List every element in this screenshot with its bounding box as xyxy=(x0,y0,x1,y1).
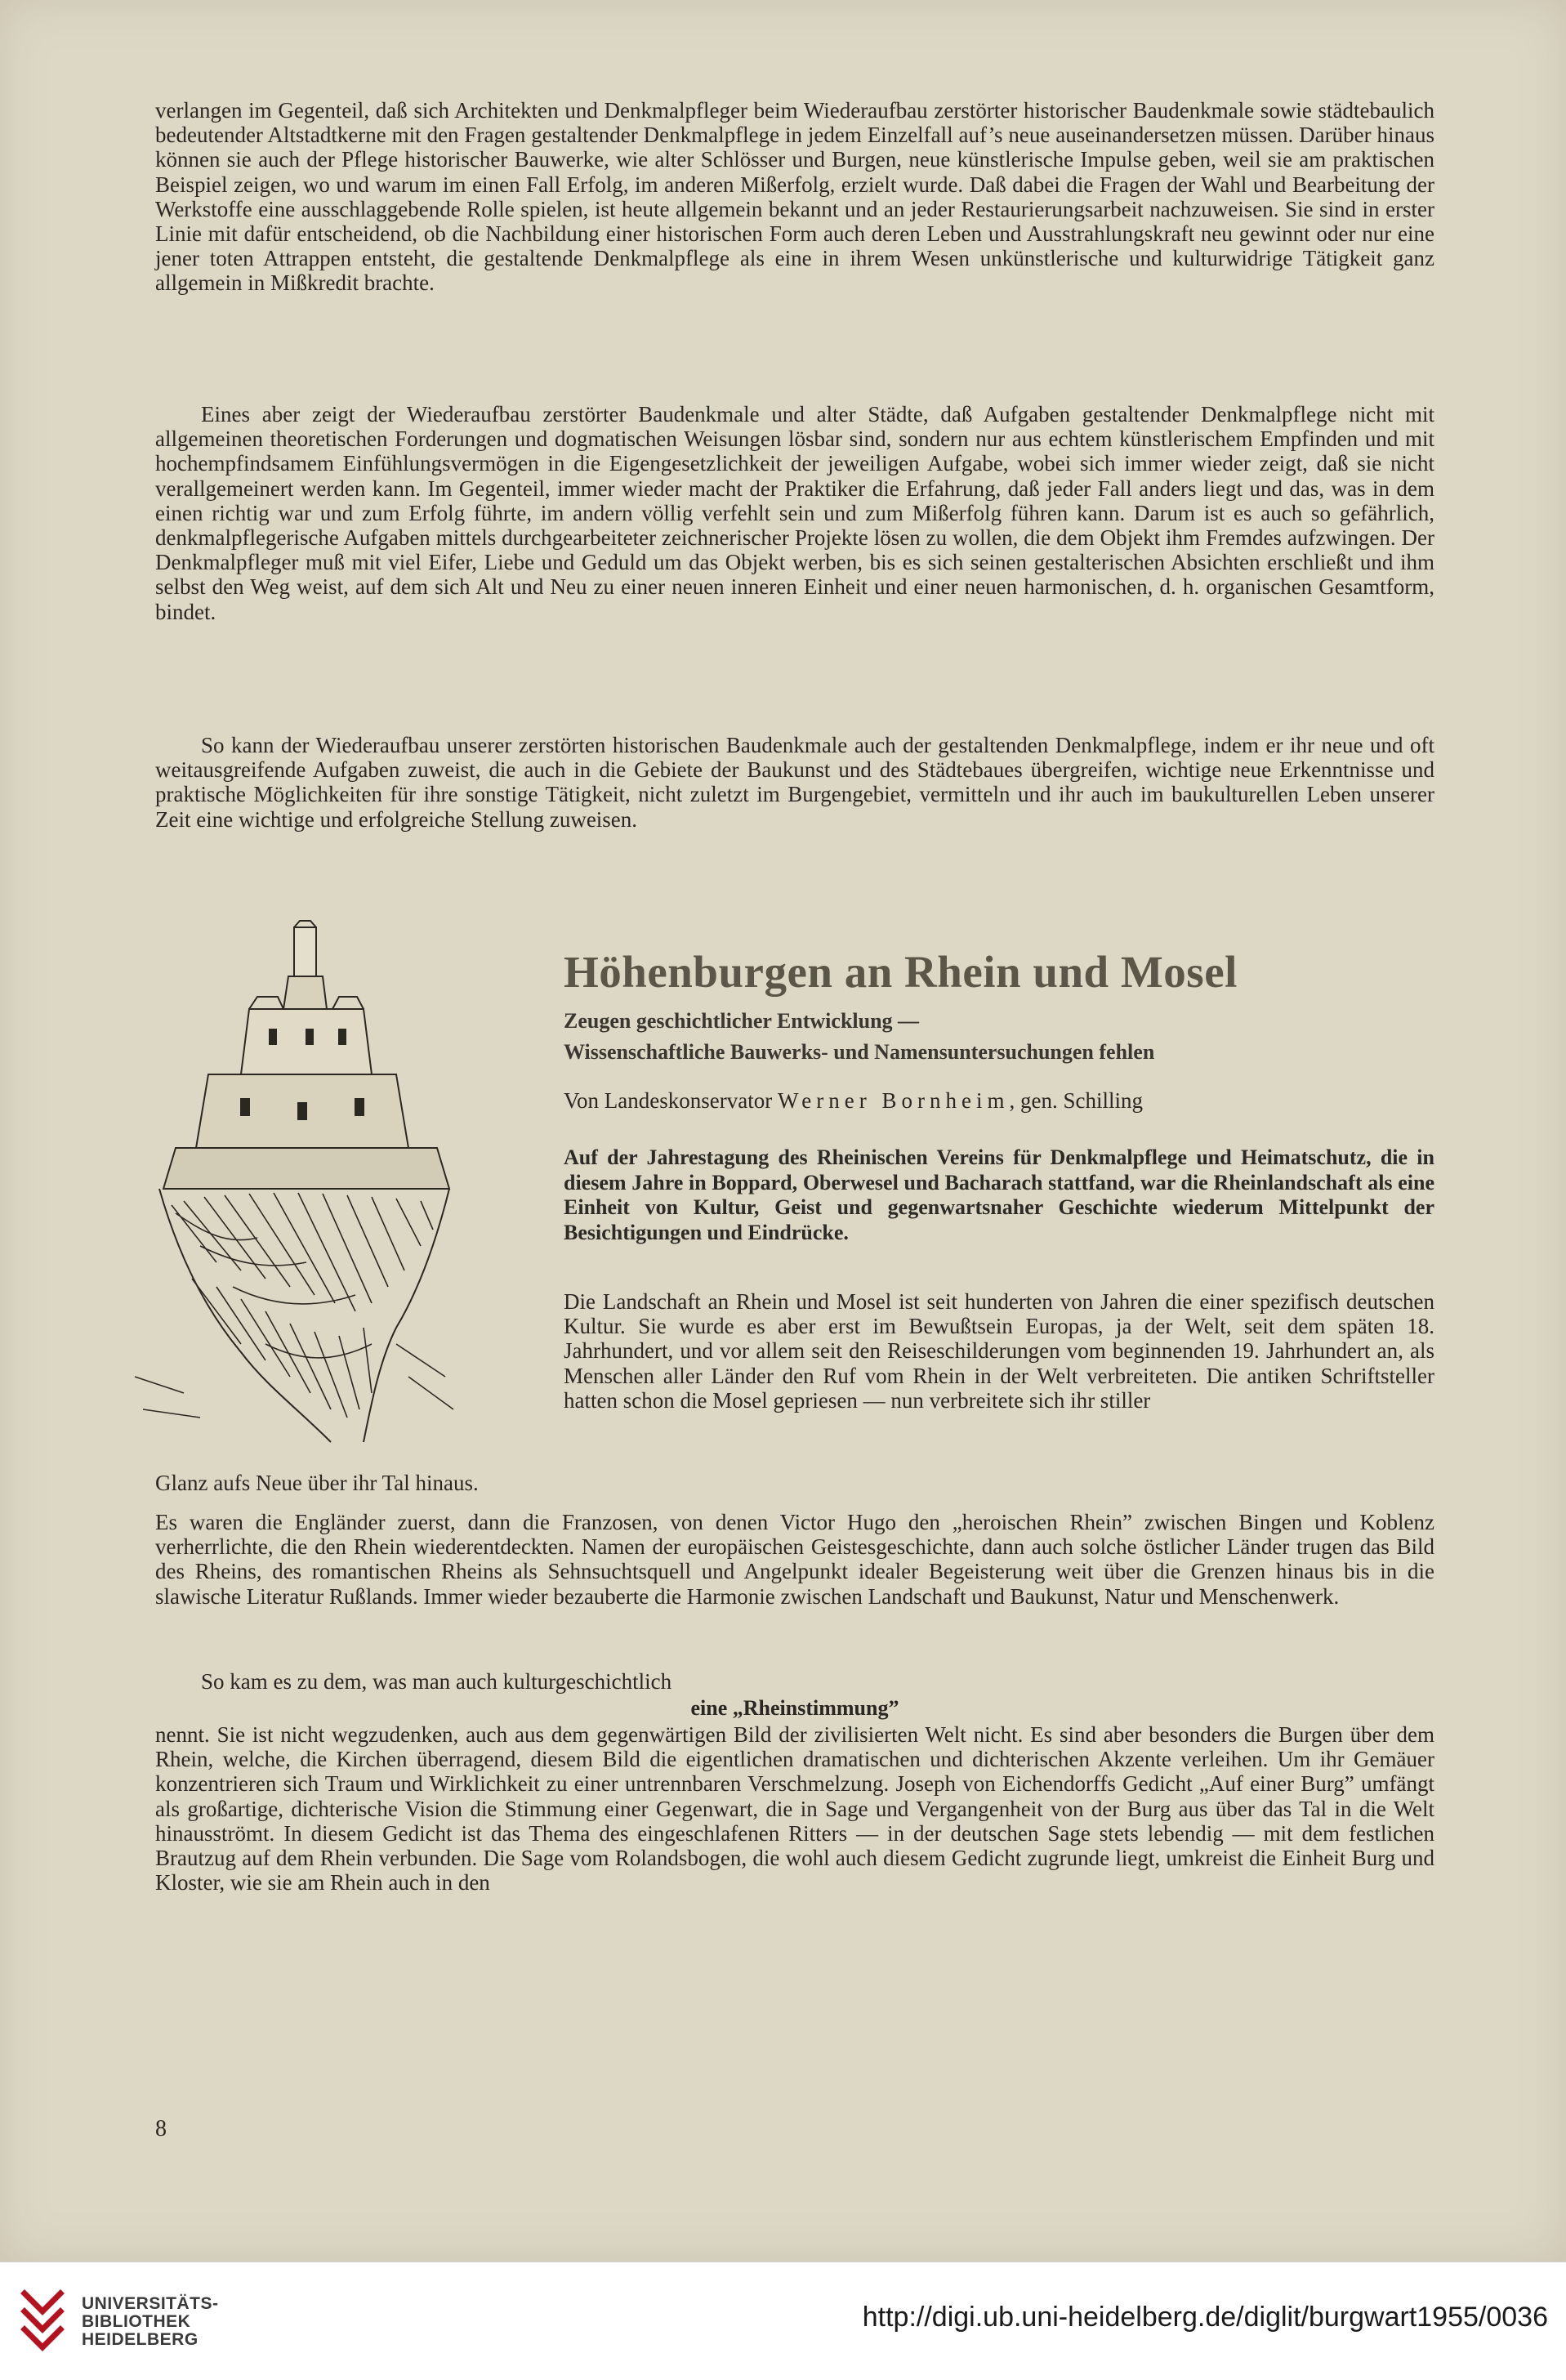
library-logo-text xyxy=(82,2295,219,2349)
permalink-url[interactable]: http://digi.ub.uni-heidelberg.de/diglit/burgwart1955/0036 xyxy=(862,2302,1548,2333)
article-subtitle-1: Zeugen geschichtlicher Entwicklung — xyxy=(564,1009,920,1033)
paragraph-6-continued: nennt. Sie ist nicht wegzudenken, auch aus dem gegenwärtigen Bild der zivilisierten Welt nicht. Es sind aber besonders die Burgen über dem Rhein, welche, die Kirchen überragend, diesem Bild die eigentlichen dramatischen und dichterischen Akzente verleihen. Um ihr Gemäuer konzentrieren sich Traum und Wirklichkeit zu einer untrennbaren Verschmelzung. Joseph von Eichendorffs Gedicht „Auf einer Burg” umfängt als großartige, dichterische Vision die Stimmung einer Gegenwart, die in Sage und Vergangenheit von der Burg aus über das Tal in die Welt hinausströmt. In diesem Gedicht ist das Thema des eingeschlafenen Ritters — in der deutschen Sage stets lebendig — mit dem festlichen Brautzug auf dem Rhein verbunden. Die Sage vom Rolandsbogen, die wohl auch diesem Gedicht zugrunde liegt, umkreist die Einheit Burg und Kloster, wie sie am Rhein auch in den xyxy=(155,1722,1434,1896)
byline-suffix: , gen. Schilling xyxy=(1009,1088,1143,1113)
castle-illustration xyxy=(127,919,535,1458)
article-intro: Die Landschaft an Rhein und Mosel ist seit hunderten von Jahren die einer spezifisch deutschen Kultur. Sie wurde es aber erst im Bewußtsein Europas, ja der Welt, seit dem späten 18. Jahrhundert, und vor allem seit den Reiseschilderungen vom beginnenden 19. Jahrhundert an, als Menschen aller Länder den Ruf vom Rhein in der Welt verbreiteten. Die antiken Schriftsteller hatten schon die Mosel gepriesen — nun verbreitete sich ihr stiller xyxy=(564,1289,1434,1413)
library-logo-icon xyxy=(18,2287,67,2354)
article-title: Höhenburgen an Rhein und Mosel xyxy=(564,947,1238,997)
paragraph-6-start: So kam es zu dem, was man auch kulturgeschichtlich xyxy=(201,1669,672,1694)
logo-line-3: HEIDELBERG xyxy=(82,2330,199,2349)
page-number: 8 xyxy=(155,2116,167,2141)
article-subtitle-2: Wissenschaftliche Bauwerks- und Namensuntersuchungen fehlen xyxy=(564,1040,1155,1064)
logo-line-2: BIBLIOTHEK xyxy=(82,2312,191,2331)
centered-phrase: eine „Rheinstimmung” xyxy=(690,1696,899,1720)
article-intro-end: Glanz aufs Neue über ihr Tal hinaus. xyxy=(155,1471,479,1495)
byline-prefix: Von Landeskonservator xyxy=(564,1088,778,1113)
paragraph-3: So kann der Wiederaufbau unserer zerstörten historischen Baudenkmale auch der gestaltenden Denkmalpflege, indem er ihr neue und oft weitausgreifende Aufgaben zuweist, die auch in die Gebiete der Baukunst und des Städtebaues übergreifen, wichtige neue Erkenntnisse und praktische Möglichkeiten für ihre sonstige Tätigkeit, nicht zuletzt im Burgengebiet, vermitteln und ihr auch im baukulturellen Leben unserer Zeit eine wichtige und erfolgreiche Stellung zuweisen. xyxy=(155,733,1434,832)
paragraph-1: verlangen im Gegenteil, daß sich Architekten und Denkmalpfleger beim Wiederaufbau zerstörter historischer Baudenkmale sowie städtebaulich bedeutender Altstadtkerne mit den Fragen gestaltender Denkmalpflege in jedem Einzelfall auf’s neue auseinandersetzen müssen. Darüber hinaus können sie auch der Pflege historischer Bauwerke, wie alter Schlösser und Burgen, neue künstlerische Impulse geben, weil sie am praktischen Beispiel zeigen, wo und warum im einen Fall Erfolg, im anderen Mißerfolg, erzielt wurde. Daß dabei die Fragen der Wahl und Bearbeitung der Werkstoffe eine ausschlaggebende Rolle spielen, ist heute allgemein bekannt und an jeder Restaurierungsarbeit nachzuweisen. Sie sind in erster Linie mit dafür entscheidend, ob die Nachbildung einer historischen Form auch deren Leben und Ausstrahlungskraft neu gewinnt oder nur eine jener toten Attrappen entsteht, die gestaltende Denkmalpflege als eine in ihrem Wesen unkünstlerische und kulturwidrige Tätigkeit ganz allgemein in Mißkredit brachte. xyxy=(155,98,1434,296)
paragraph-2: Eines aber zeigt der Wiederaufbau zerstörter Baudenkmale und alter Städte, daß Aufgaben gestaltender Denkmalpflege nicht mit allgemeinen theoretischen Forderungen und dogmatischen Weisungen lösbar sind, sondern nur aus echtem künstlerischem Empfinden und mit hochempfindsamem Einfühlungsvermögen in die Eigengesetzlichkeit der jeweiligen Aufgabe, wobei sich immer wieder zeigt, daß sie nicht verallgemeinert werden kann. Im Gegenteil, immer wieder macht der Praktiker die Erfahrung, daß jeder Fall anders liegt und das, was in dem einen richtig war und zum Erfolg führte, im andern völlig verfehlt sein und zum Mißerfolg führen kann. Darum ist es auch so gefährlich, denkmalpflegerische Aufgaben mittels durchgearbeiteter zeichnerischer Projekte lösen zu wollen, die dem Objekt ihm Fremdes aufzwingen. Der Denkmalpfleger muß mit viel Eifer, Liebe und Geduld um das Objekt werben, bis es sich seinen gestalterischen Absichten erschließt und ihm selbst den Weg weist, auf dem sich Alt und Neu zu einer neuen inneren Einheit und einer neuen harmonischen, d. h. organischen Gesamtform, bindet. xyxy=(155,402,1434,624)
article-lead: Auf der Jahrestagung des Rheinischen Vereins für Denkmalpflege und Heimatschutz, die in diesem Jahre in Boppard, Oberwesel und Bacharach stattfand, war die Rheinlandschaft als eine Einheit von Kultur, Geist und gegenwartsnaher Geschichte wiederum Mittelpunkt der Besichtigungen und Eindrücke. xyxy=(564,1145,1434,1244)
viewer-footer xyxy=(0,2262,1566,2380)
byline-author: Werner Bornheim xyxy=(777,1088,1010,1113)
article-byline xyxy=(564,1088,1434,1114)
paragraph-5: Es waren die Engländer zuerst, dann die Franzosen, von denen Victor Hugo den „heroischen Rhein” zwischen Bingen und Koblenz verherrlichte, die den Rhein wiederentdeckten. Namen der europäischen Geistesgeschichte, dann auch solche östlicher Länder trugen das Bild des Rheins, des romantischen Rheins als Sehnsuchtsquell und Angelpunkt idealer Begeisterung weit über die Grenzen hinaus bis in die slawische Literatur Rußlands. Immer wieder bezauberte die Harmonie zwischen Landschaft und Baukunst, Natur und Menschenwerk. xyxy=(155,1510,1434,1609)
logo-line-1: UNIVERSITÄTS- xyxy=(82,2294,219,2313)
